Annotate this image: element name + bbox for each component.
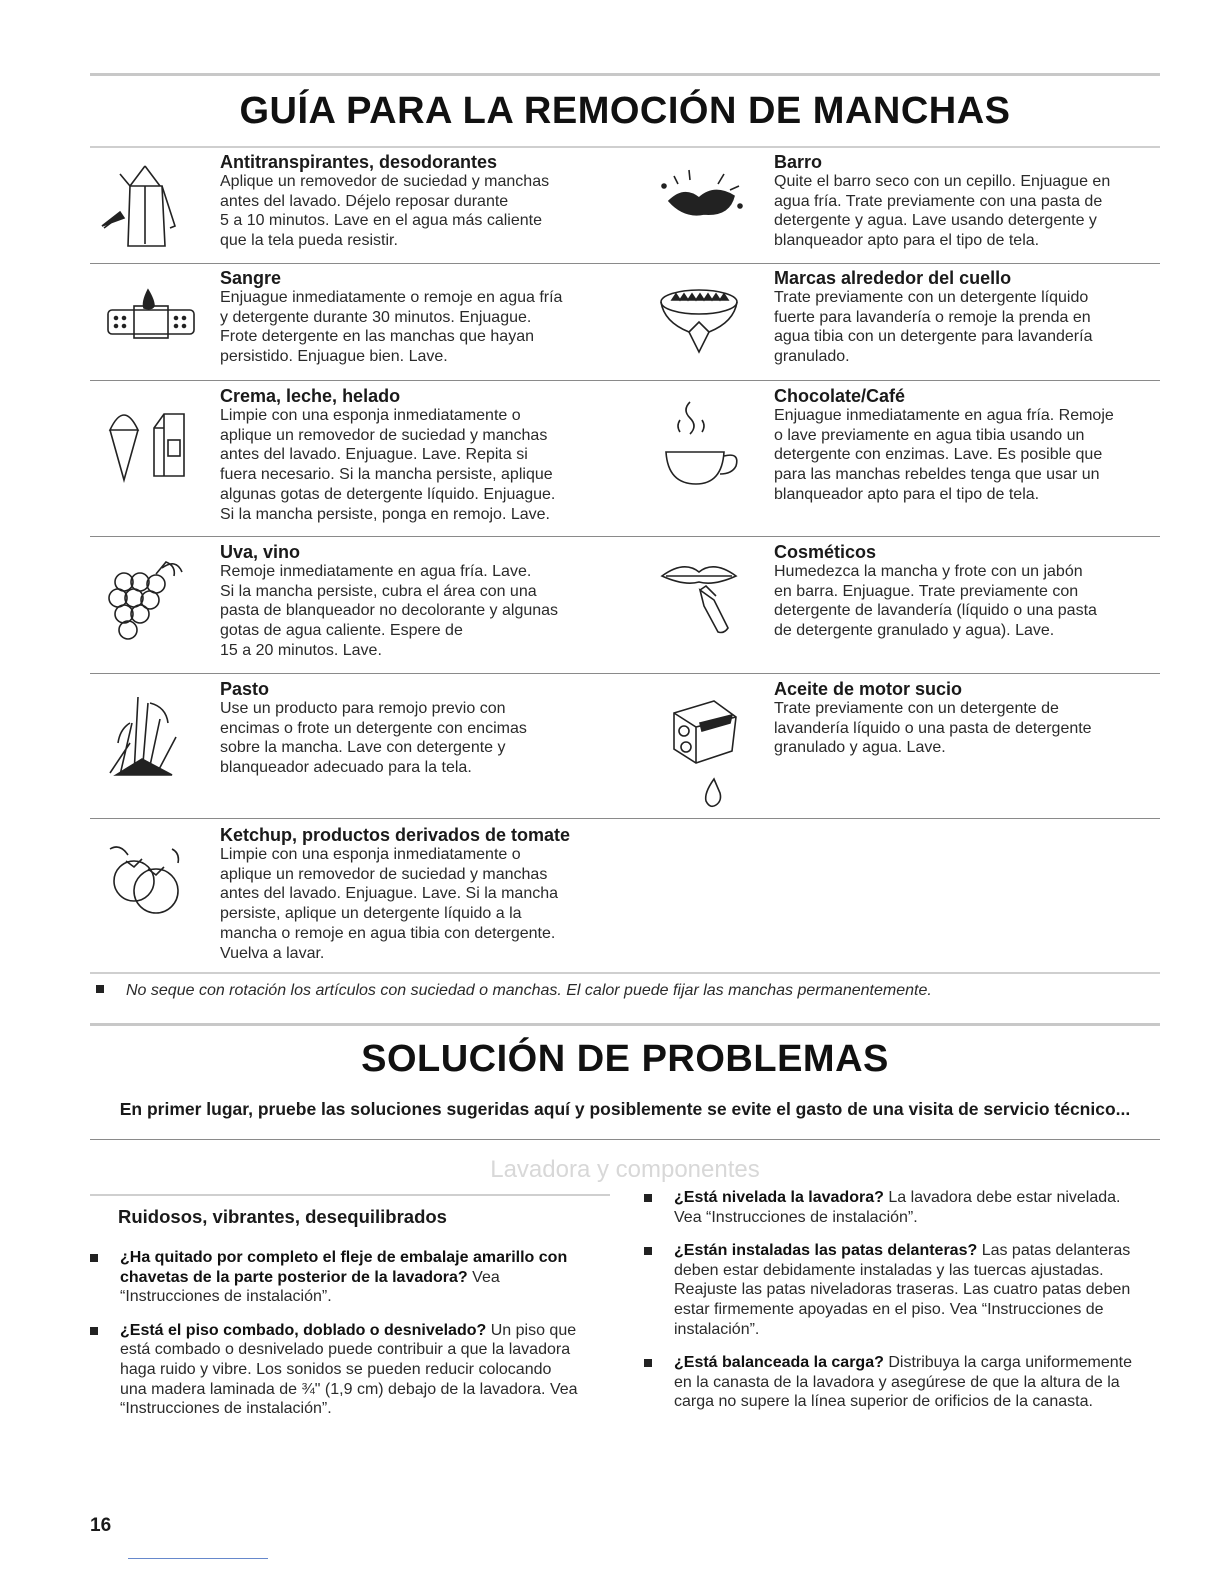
- stain-line: Aplique un removedor de suciedad y manchas: [220, 173, 550, 190]
- stain-line: 5 a 10 minutos. Lave en el agua más caliente: [220, 212, 542, 230]
- stain-title: Marcas alrededor del cuello: [774, 268, 1012, 288]
- stain-line: blanqueador apto para el tipo de tela.: [774, 485, 1040, 503]
- row-divider: [90, 536, 1160, 537]
- stain-title: Ketchup, productos derivados de tomate: [220, 825, 571, 845]
- title-rule: [90, 146, 1160, 148]
- stain-title: Uva, vino: [220, 542, 301, 562]
- bullet-icon: [644, 1359, 652, 1367]
- intro-text: En primer lugar, pruebe las soluciones sugeridas aquí y posiblemente se evite el gasto de una visita de servicio técnico...: [119, 1099, 1131, 1119]
- bullet-icon: [644, 1247, 652, 1255]
- stain-line: blanqueador apto para el tipo de tela.: [774, 232, 1040, 250]
- stain-line: Quite el barro seco con un cepillo. Enjuague en: [774, 173, 1111, 190]
- list-item: [644, 1353, 1134, 1412]
- stain-line: agua fría. Trate previamente con una pasta de: [774, 192, 1103, 210]
- row-divider: [90, 263, 1160, 264]
- stain-title: Chocolate/Café: [774, 386, 906, 406]
- stain-line: gotas de agua caliente. Espere de: [220, 622, 463, 640]
- bullet-icon: [96, 985, 104, 993]
- bullet-icon: [90, 1327, 98, 1335]
- bullet-icon: [644, 1194, 652, 1202]
- stain-line: Enjuague inmediatamente o remoje en agua fría: [220, 289, 563, 306]
- top-rule: [90, 73, 1160, 76]
- stain-line: antes del lavado. Déjelo reposar durante: [220, 192, 509, 210]
- grapes-icon: [90, 546, 200, 646]
- answer: La lavadora debe estar nivelada. Vea “Instrucciones de instalación”.: [674, 1189, 1121, 1226]
- stain-line: granulado y agua. Lave.: [774, 739, 946, 757]
- answer: Distribuya la carga uniformemente en la canasta de la lavadora y asegúrese de que la altura de la carga no supere la línea superior de orificios de la canasta.: [674, 1354, 1132, 1411]
- stain-line: para las manchas rebeldes tenga que usar un: [774, 466, 1100, 484]
- question: ¿Están instaladas las patas delanteras?: [674, 1242, 978, 1260]
- mud-splash-icon: [644, 156, 754, 256]
- stain-line: Si la mancha persiste, ponga en remojo. Lave.: [220, 505, 550, 523]
- stain-line: aplique un removedor de suciedad y manchas: [220, 865, 548, 883]
- tomatoes-icon: [90, 829, 200, 929]
- stain-line: en barra. Enjuague. Trate previamente con: [774, 582, 1079, 600]
- list-item: [644, 1188, 1134, 1227]
- stain-line: de detergente granulado y agua). Lave.: [774, 622, 1055, 640]
- row-divider: [90, 380, 1160, 381]
- guide-title: GUÍA PARA LA REMOCIÓN DE MANCHAS: [239, 90, 1011, 132]
- stain-line: Use un producto para remojo previo con: [220, 700, 506, 717]
- list-item: [90, 1321, 580, 1419]
- stain-title: Cosméticos: [774, 542, 877, 562]
- stain-line: aplique un removedor de suciedad y manchas: [220, 426, 548, 444]
- subsection-rule: [90, 1194, 610, 1196]
- bandage-icon: [90, 272, 200, 372]
- stain-title: Sangre: [220, 268, 282, 288]
- stain-title: Antitranspirantes, desodorantes: [220, 152, 498, 172]
- stain-line: lavandería líquido o una pasta de detergente: [774, 719, 1092, 737]
- stain-line: fuerte para lavandería o remoje la prenda en: [774, 308, 1091, 326]
- stain-line: sobre la mancha. Lave con detergente y: [220, 739, 506, 757]
- answer: Un piso que está combado o desnivelado puede contribuir a que la lavadora haga ruido y vibre. Los sonidos se pueden reducir colocando una madera laminada de ¾" (1,9 cm) debajo de la lavadora. Vea “Instrucciones de instalación”.: [120, 1321, 578, 1418]
- coffee-cup-icon: [644, 390, 754, 490]
- section-heading: Lavadora y componentes: [490, 1156, 760, 1183]
- stain-line: agua tibia con un detergente para lavandería: [774, 328, 1093, 346]
- drying-note: [96, 982, 1156, 1000]
- stain-line: Limpie con una esponja inmediatamente o: [220, 846, 521, 863]
- grass-icon: [90, 683, 200, 783]
- row-divider: [90, 818, 1160, 819]
- section-rule: [90, 1023, 1160, 1026]
- stain-line: mancha o remoje en agua tibia con detergente.: [220, 924, 556, 942]
- stain-line: Trate previamente con un detergente de: [774, 700, 1059, 717]
- stain-line: granulado.: [774, 348, 850, 366]
- stain-line: fuera necesario. Si la mancha persiste, aplique: [220, 466, 553, 484]
- stain-line: antes del lavado. Enjuague. Lave. Repita si: [220, 446, 528, 464]
- intro-rule: [90, 1139, 1160, 1140]
- stain-line: Trate previamente con un detergente líquido: [774, 289, 1089, 306]
- left-question-list: [90, 1248, 580, 1433]
- ice-cream-milk-icon: [90, 390, 200, 490]
- stain-line: que la tela pueda resistir.: [220, 232, 398, 250]
- answer: Vea “Instrucciones de instalación”.: [120, 1268, 500, 1306]
- note-text: No seque con rotación los artículos con suciedad o manchas. El calor puede fijar las manchas permanentemente.: [126, 982, 932, 999]
- page-number: 16: [90, 1515, 112, 1536]
- question: ¿Ha quitado por completo el fleje de embalaje amarillo con chavetas de la parte posterior de la lavadora?: [120, 1249, 568, 1286]
- stain-line: Frote detergente en las manchas que hayan: [220, 328, 534, 346]
- subsection-heading: Ruidosos, vibrantes, desequilibrados: [118, 1206, 447, 1227]
- stain-line: y detergente durante 30 minutos. Enjuague.: [220, 308, 532, 326]
- troubleshooting-title: SOLUCIÓN DE PROBLEMAS: [361, 1038, 889, 1080]
- question: ¿Está balanceada la carga?: [674, 1354, 884, 1372]
- stain-line: blanqueador adecuado para la tela.: [220, 759, 472, 777]
- lips-lipstick-icon: [644, 546, 754, 646]
- stain-title: Aceite de motor sucio: [774, 679, 963, 699]
- collar-icon: [644, 272, 754, 372]
- stain-line: antes del lavado. Enjuague. Lave. Si la mancha: [220, 885, 559, 903]
- question: ¿Está el piso combado, doblado o desnivelado?: [120, 1321, 487, 1339]
- bullet-icon: [90, 1254, 98, 1262]
- stain-line: persiste, aplique un detergente líquido a la: [220, 905, 522, 923]
- stain-title: Crema, leche, helado: [220, 386, 401, 406]
- stain-line: Si la mancha persiste, cubra el área con una: [220, 582, 537, 600]
- engine-oil-icon: [644, 683, 754, 813]
- stain-line: Humedezca la mancha y frote con un jabón: [774, 563, 1083, 580]
- stain-line: Limpie con una esponja inmediatamente o: [220, 407, 521, 424]
- note-rule: [90, 972, 1160, 974]
- stain-line: detergente de lavandería (líquido o una pasta: [774, 602, 1097, 620]
- stain-line: algunas gotas de detergente líquido. Enjuague.: [220, 485, 556, 503]
- stain-line: 15 a 20 minutos. Lave.: [220, 641, 382, 659]
- stain-title: Barro: [774, 152, 823, 172]
- row-divider: [90, 673, 1160, 674]
- stain-line: Enjuague inmediatamente en agua fría. Remoje: [774, 407, 1114, 424]
- stain-line: o lave previamente en agua tibia usando un: [774, 426, 1085, 444]
- question: ¿Está nivelada la lavadora?: [674, 1189, 884, 1206]
- stain-line: encimas o frote un detergente con encimas: [220, 719, 527, 737]
- stain-line: persistido. Enjuague bien. Lave.: [220, 348, 448, 366]
- stain-line: Vuelva a lavar.: [220, 944, 325, 962]
- list-item: [644, 1241, 1134, 1339]
- shirt-icon: [90, 156, 200, 256]
- stain-title: Pasto: [220, 679, 270, 699]
- stain-line: detergente con enzimas. Lave. Es posible que: [774, 446, 1103, 464]
- stain-line: pasta de blanqueador no decolorante y algunas: [220, 602, 559, 620]
- list-item: [90, 1248, 580, 1307]
- footer-line: [128, 1558, 268, 1559]
- stain-line: detergente y agua. Lave usando detergente y: [774, 212, 1097, 230]
- answer: Las patas delanteras deben estar debidamente instaladas y las tuercas ajustadas. Reajuste las patas niveladoras traseras. Las cuatro patas deben estar firmemente apoyadas en el piso. Vea “Instrucciones de instalación”.: [674, 1242, 1131, 1338]
- stain-line: Remoje inmediatamente en agua fría. Lave.: [220, 563, 532, 580]
- right-question-list: [644, 1188, 1134, 1426]
